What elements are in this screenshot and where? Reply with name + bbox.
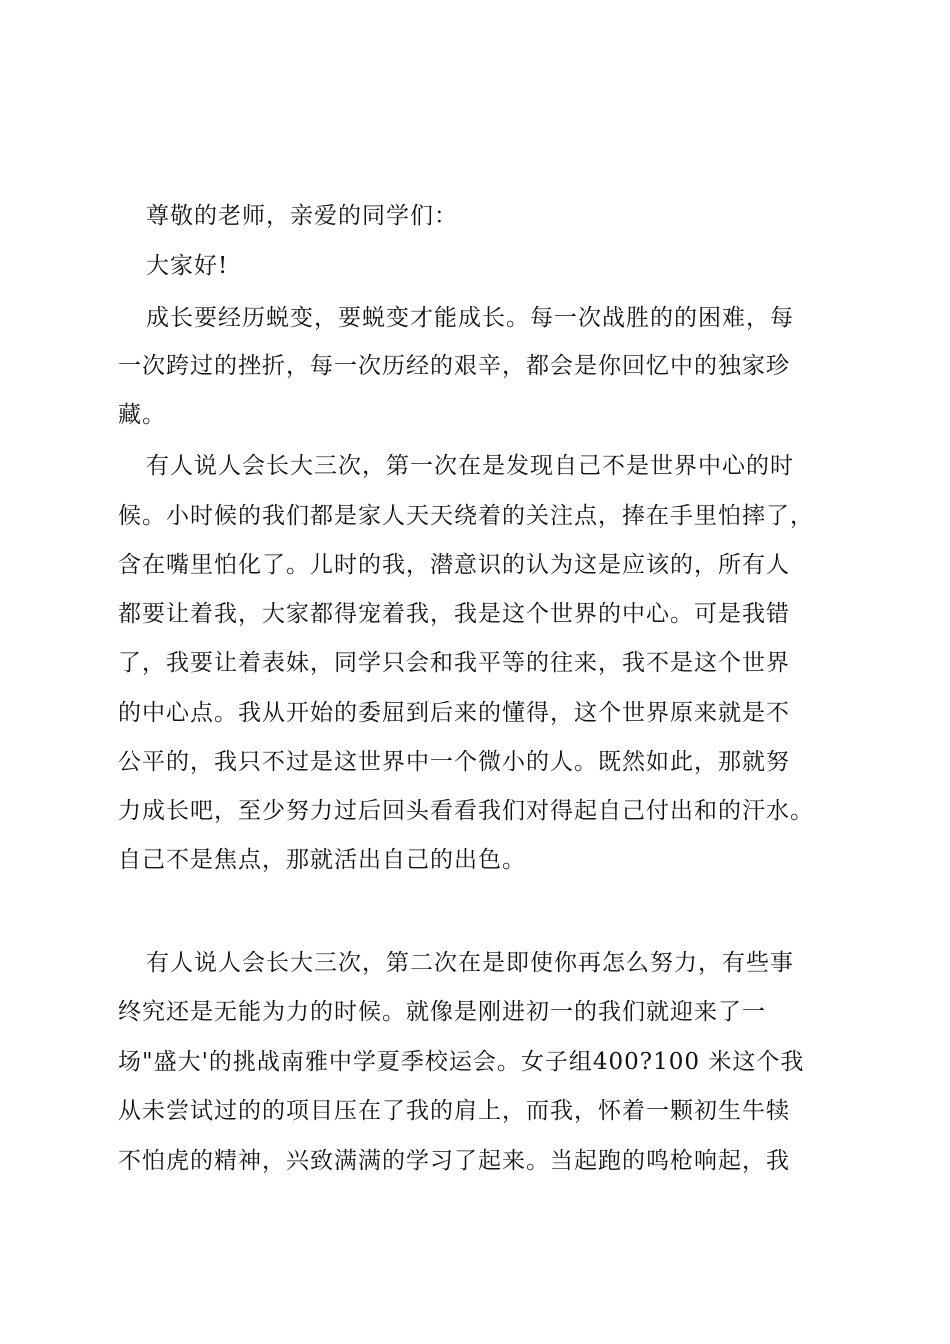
document-body: [118, 0, 838, 1344]
paragraph-1-line-1: 成长要经历蜕变，要蜕变才能成长。每一次战胜的的困难，每: [146, 305, 794, 331]
paragraph-3-line-3: 场"盛大'的挑战南雅中学夏季校运会。女子组400?100 米这个我: [118, 1049, 805, 1075]
paragraph-3-line-2: 终究还是无能为力的时候。就像是刚进初一的我们就迎来了一: [118, 999, 766, 1025]
salutation: 尊敬的老师，亲爱的同学们：: [146, 203, 458, 229]
paragraph-2-line-9: 自己不是焦点，那就活出自己的出色。: [118, 847, 526, 873]
paragraph-1-line-2: 一次跨过的挫折，每一次历经的艰辛，都会是你回忆中的独家珍: [118, 353, 790, 379]
paragraph-2-line-3: 含在嘴里怕化了。儿时的我，潜意识的认为这是应该的，所有人: [118, 552, 790, 578]
paragraph-2-line-7: 公平的，我只不过是这世界中一个微小的人。既然如此，那就努: [118, 749, 790, 775]
paragraph-1-line-3: 藏。: [118, 402, 166, 428]
paragraph-2-line-1: 有人说人会长大三次，第一次在是发现自己不是世界中心的时: [146, 453, 794, 479]
paragraph-2-line-4: 都要让着我，大家都得宠着我，我是这个世界的中心。可是我错: [118, 601, 790, 627]
paragraph-3-line-1: 有人说人会长大三次，第二次在是即使你再怎么努力，有些事: [146, 950, 794, 976]
greeting: 大家好!: [146, 253, 229, 279]
paragraph-2-line-8: 力成长吧，至少努力过后回头看看我们对得起自己付出和的汗水。: [118, 798, 814, 824]
paragraph-3-line-4: 从未尝试过的的项目压在了我的肩上，而我，怀着一颗初生牛犊: [118, 1098, 790, 1124]
paragraph-2-line-2: 候。小时候的我们都是家人天天绕着的关注点，捧在手里怕摔了，: [118, 503, 814, 529]
paragraph-3-line-5: 不怕虎的精神，兴致满满的学习了起来。当起跑的鸣枪响起，我: [118, 1148, 790, 1174]
paragraph-2-line-5: 了，我要让着表妹，同学只会和我平等的往来，我不是这个世界: [118, 650, 790, 676]
paragraph-2-line-6: 的中心点。我从开始的委屈到后来的懂得，这个世界原来就是不: [118, 700, 790, 726]
